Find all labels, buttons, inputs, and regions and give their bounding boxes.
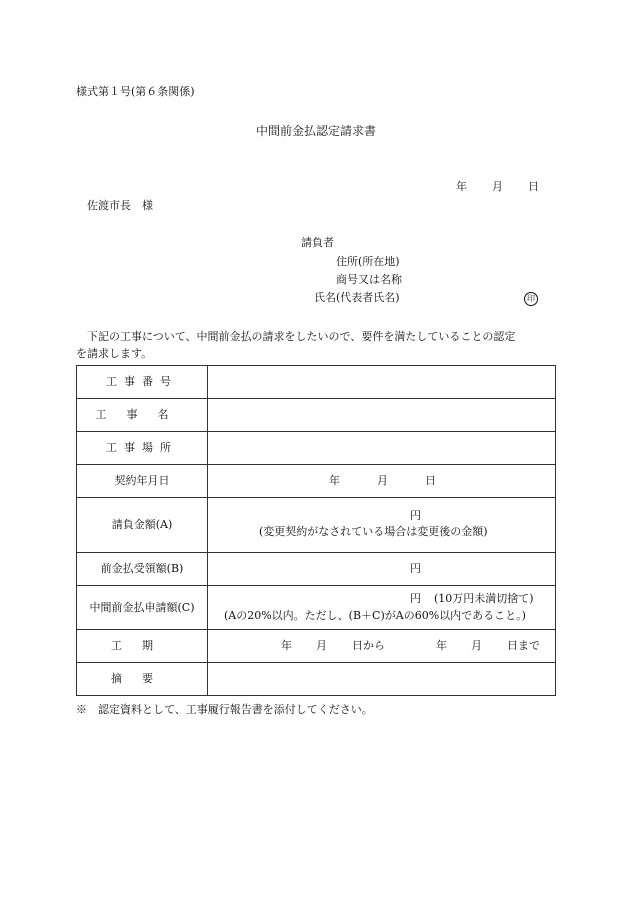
advance-received-field[interactable] — [208, 553, 556, 586]
construction-no-field[interactable] — [208, 366, 556, 399]
period-start-month: 月 — [316, 639, 327, 652]
row-construction-no — [77, 366, 556, 399]
remarks-label: 摘要 — [77, 663, 208, 696]
date-year: 年 — [456, 180, 467, 193]
contract-month: 月 — [377, 474, 388, 487]
intro-line-1: 下記の工事について、中間前金払の請求をしたいので、要件を満たしていることの認定 — [87, 330, 516, 343]
construction-no-label: 工事番号 — [77, 366, 208, 399]
applicant-address-label: 住所(所在地) — [336, 255, 400, 268]
footnote: ※ 認定資料として、工事履行報告書を添付してください。 — [76, 703, 373, 716]
date-month: 月 — [492, 180, 503, 193]
construction-name-field[interactable] — [208, 399, 556, 432]
document-title: 中間前金払認定請求書 — [256, 124, 377, 138]
row-contract-amount — [77, 498, 556, 553]
construction-place-label: 工事場所 — [77, 432, 208, 465]
applicant-trade-name-label: 商号又は名称 — [336, 273, 402, 286]
seal-icon: 印 — [524, 292, 538, 306]
seal-mark — [524, 291, 538, 306]
addressee: 佐渡市長 様 — [87, 199, 153, 212]
form-number: 様式第１号(第６条関係) — [76, 85, 195, 98]
period-field[interactable] — [208, 630, 556, 663]
row-construction-name — [77, 399, 556, 432]
contract-date-label: 契約年月日 — [77, 465, 208, 498]
period-start-day: 日から — [352, 639, 385, 652]
intro-line-2: を請求します。 — [76, 347, 153, 360]
row-period — [77, 630, 556, 663]
remarks-field[interactable] — [208, 663, 556, 696]
period-end-month: 月 — [471, 639, 482, 652]
request-form-table — [76, 365, 556, 696]
contract-amount-field[interactable] — [208, 498, 556, 553]
advance-received-label: 前金払受領額(B) — [77, 553, 208, 586]
construction-name-label: 工事名 — [77, 399, 208, 432]
contract-amount-unit: 円 — [410, 509, 421, 522]
contract-date-field[interactable] — [208, 465, 556, 498]
advance-received-unit: 円 — [410, 562, 421, 575]
row-interim-request — [77, 586, 556, 630]
period-end-year: 年 — [436, 639, 447, 652]
interim-request-field[interactable] — [208, 586, 556, 630]
contract-amount-note: (変更契約がなされている場合は変更後の金額) — [259, 525, 488, 538]
applicant-name-label: 氏名(代表者氏名) — [314, 291, 400, 304]
interim-request-note: (Aの20%以内。ただし、(B＋C)がAの60%以内であること。) — [224, 609, 526, 622]
row-advance-received — [77, 553, 556, 586]
interim-request-rounding: (10万円未満切捨て) — [434, 592, 534, 605]
applicant-label: 請負者 — [301, 236, 334, 249]
interim-request-unit: 円 — [410, 592, 421, 605]
contract-day: 日 — [425, 474, 436, 487]
contract-year: 年 — [329, 474, 340, 487]
period-end-day: 日まで — [507, 639, 540, 652]
interim-request-label: 中間前金払申請額(C) — [77, 586, 208, 630]
period-start-year: 年 — [281, 639, 292, 652]
construction-place-field[interactable] — [208, 432, 556, 465]
contract-amount-label: 請負金額(A) — [77, 498, 208, 553]
row-remarks — [77, 663, 556, 696]
period-label: 工期 — [77, 630, 208, 663]
row-contract-date — [77, 465, 556, 498]
row-construction-place — [77, 432, 556, 465]
date-day: 日 — [528, 180, 539, 193]
